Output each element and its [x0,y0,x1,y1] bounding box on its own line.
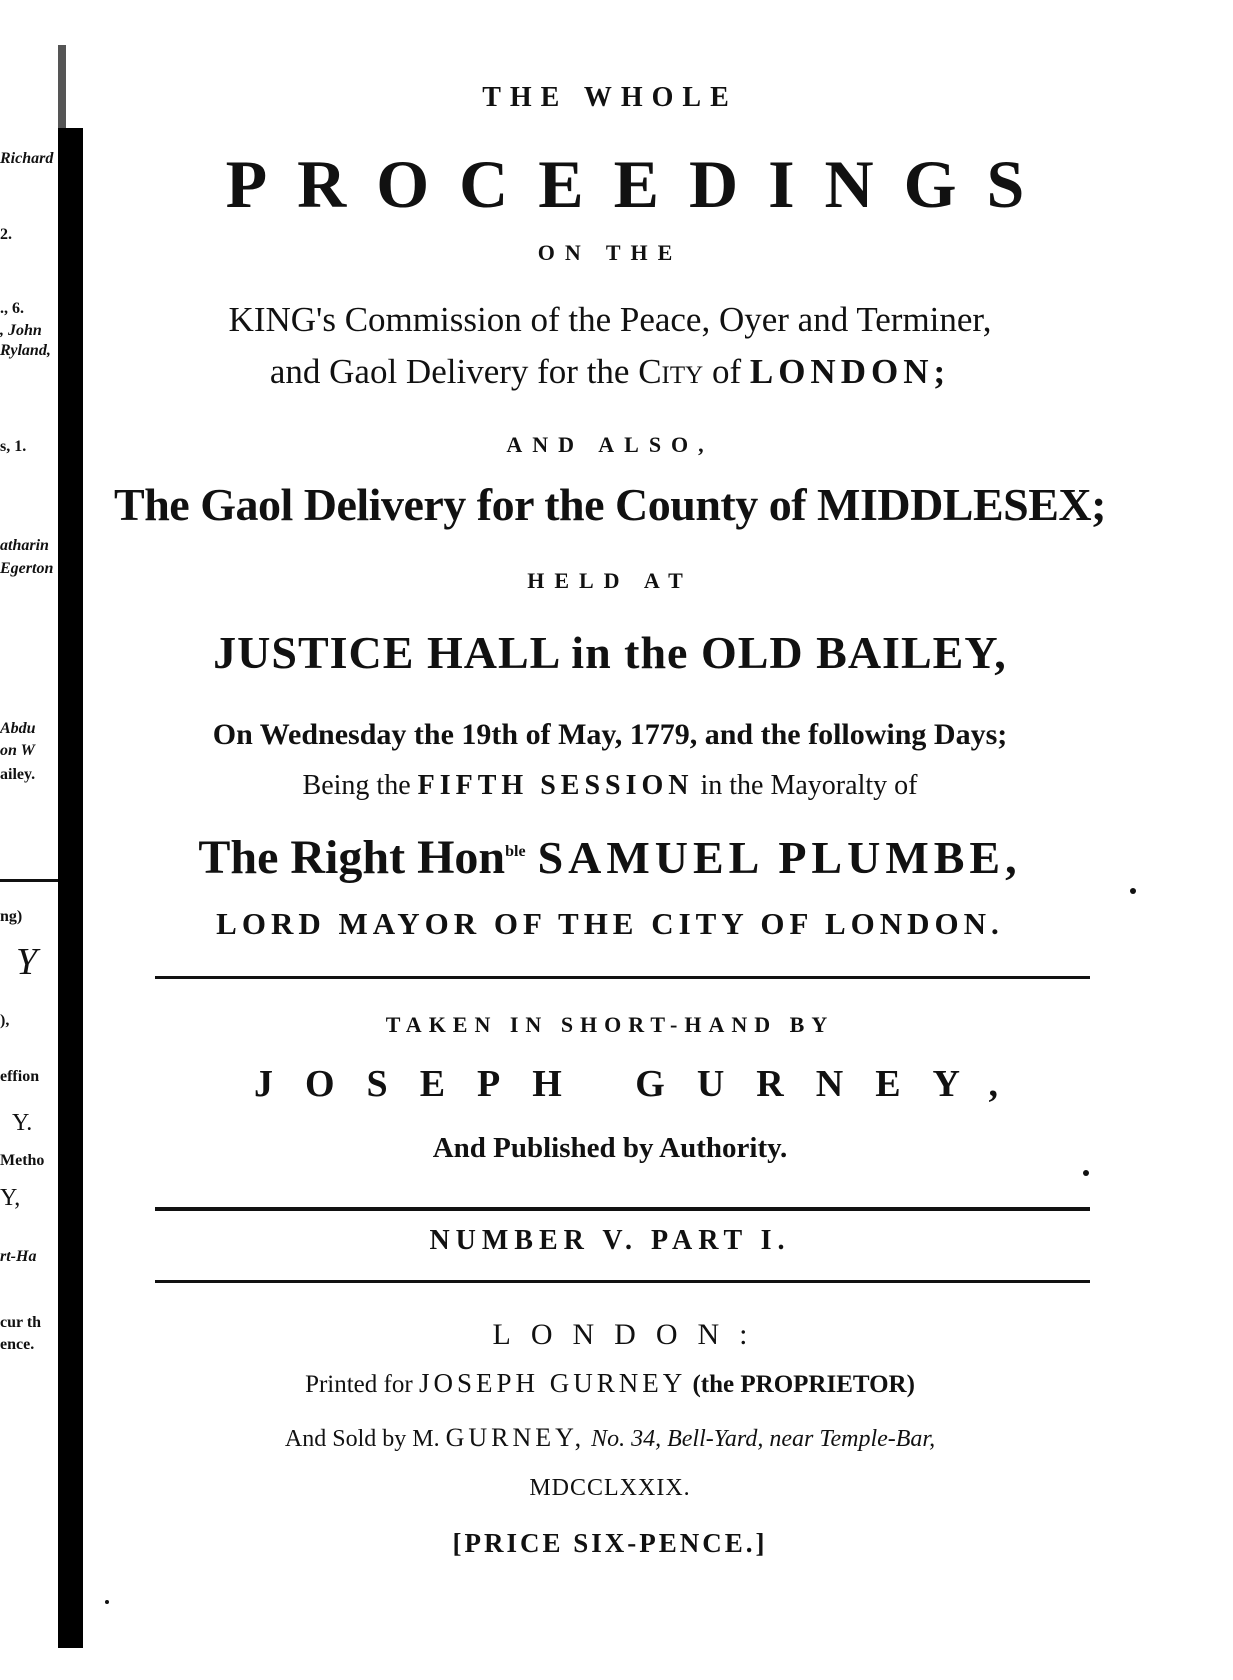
ink-speck [1083,1170,1089,1176]
margin-fragment: Egerton [0,560,54,577]
margin-rule [0,879,58,882]
taken-in-short-hand: TAKEN IN SHORT-HAND BY [385,1012,835,1037]
imprint-sold-name: GURNEY, [445,1423,586,1452]
margin-fragment: ailey. [0,766,36,783]
imprint-printed-post: (the PROPRIETOR) [692,1371,915,1398]
title-and-also: AND ALSO, [506,432,714,457]
divider-rule [155,976,1090,979]
title-session-pre: Being the [302,770,411,801]
title-held-at: HELD AT [527,568,693,593]
imprint-printed-pre: Printed for [305,1371,413,1398]
title-lord-mayor-name [110,830,1110,885]
title-right-hon: The Right Hon [198,831,506,884]
imprint-sold-post: No. 34, Bell-Yard, near Temple-Bar, [591,1426,936,1452]
reporter-name: JOSEPH GURNEY, [254,1063,1030,1105]
title-justice-hall: JUSTICE HALL in the OLD BAILEY, [213,627,1007,678]
title-gaol-city: City [638,352,704,391]
margin-fragment: ng) [0,908,23,925]
title-session-line [110,770,1110,802]
margin-fragment: ence. [0,1336,35,1353]
title-session-caps: FIFTH SESSION [417,770,694,801]
imprint-sold-pre: And Sold by M. [284,1426,440,1452]
margin-fragment: on W [0,742,35,759]
imprint-printed-name: JOSEPH GURNEY [418,1368,687,1398]
margin-fragment: s, 1. [0,438,27,455]
margin-fragment: 2. [0,226,12,243]
published-by-authority: And Published by Authority. [432,1132,788,1164]
margin-fragment: Ryland, [0,342,51,359]
title-on-the: ON THE [537,240,683,265]
margin-fragment: Y [16,941,38,983]
title-kings-commission: KING's Commission of the Peace, Oyer and Terminer, [228,300,992,339]
margin-fragment: atharin [0,537,49,554]
number-part: NUMBER V. PART I. [429,1225,791,1256]
title-proceedings: PROCEEDINGS [225,146,1055,222]
imprint-city: LONDON: [492,1318,768,1351]
margin-fragment: Abdu [0,720,36,737]
margin-fragment: , John [0,322,42,339]
title-date-line: On Wednesday the 19th of May, 1779, and the following Days; [212,718,1008,751]
title-samuel-plumbe: SAMUEL PLUMBE, [537,832,1022,883]
margin-fragment: ), [0,1012,10,1029]
title-lord-mayor: LORD MAYOR OF THE CITY OF LONDON. [216,906,1004,941]
binding-edge [58,45,66,130]
title-gaol-london: LONDON; [749,352,951,391]
title-middlesex: The Gaol Delivery for the County of MIDDLESEX; [114,479,1106,530]
margin-fragment: Y. [12,1110,33,1136]
facing-page-margin [0,0,60,1680]
divider-rule [155,1207,1090,1211]
margin-fragment: effion [0,1068,40,1085]
title-session-post: in the Mayoralty of [700,770,918,801]
margin-fragment: ., 6. [0,300,24,317]
title-gaol-of: of [711,352,742,391]
imprint-printed-for [110,1368,1110,1399]
title-gaol-delivery-london [110,352,1110,392]
title-line-the-whole: THE WHOLE [482,82,738,113]
ink-speck [1130,888,1136,894]
imprint-sold-by [110,1423,1110,1453]
title-gaol-pre: and Gaol Delivery for the [269,352,630,391]
imprint-year: MDCCLXXIX. [529,1475,691,1501]
divider-rule [155,1280,1090,1283]
margin-fragment: rt-Ha [0,1248,37,1265]
ink-speck [105,1600,109,1604]
imprint-price: [PRICE SIX-PENCE.] [452,1528,768,1558]
binding-shadow [58,128,83,1648]
title-right-hon-sup: ble [505,843,526,860]
margin-fragment: Metho [0,1152,45,1169]
margin-fragment: Richard [0,150,54,167]
margin-fragment: Y, [0,1185,21,1211]
margin-fragment: cur th [0,1314,42,1331]
